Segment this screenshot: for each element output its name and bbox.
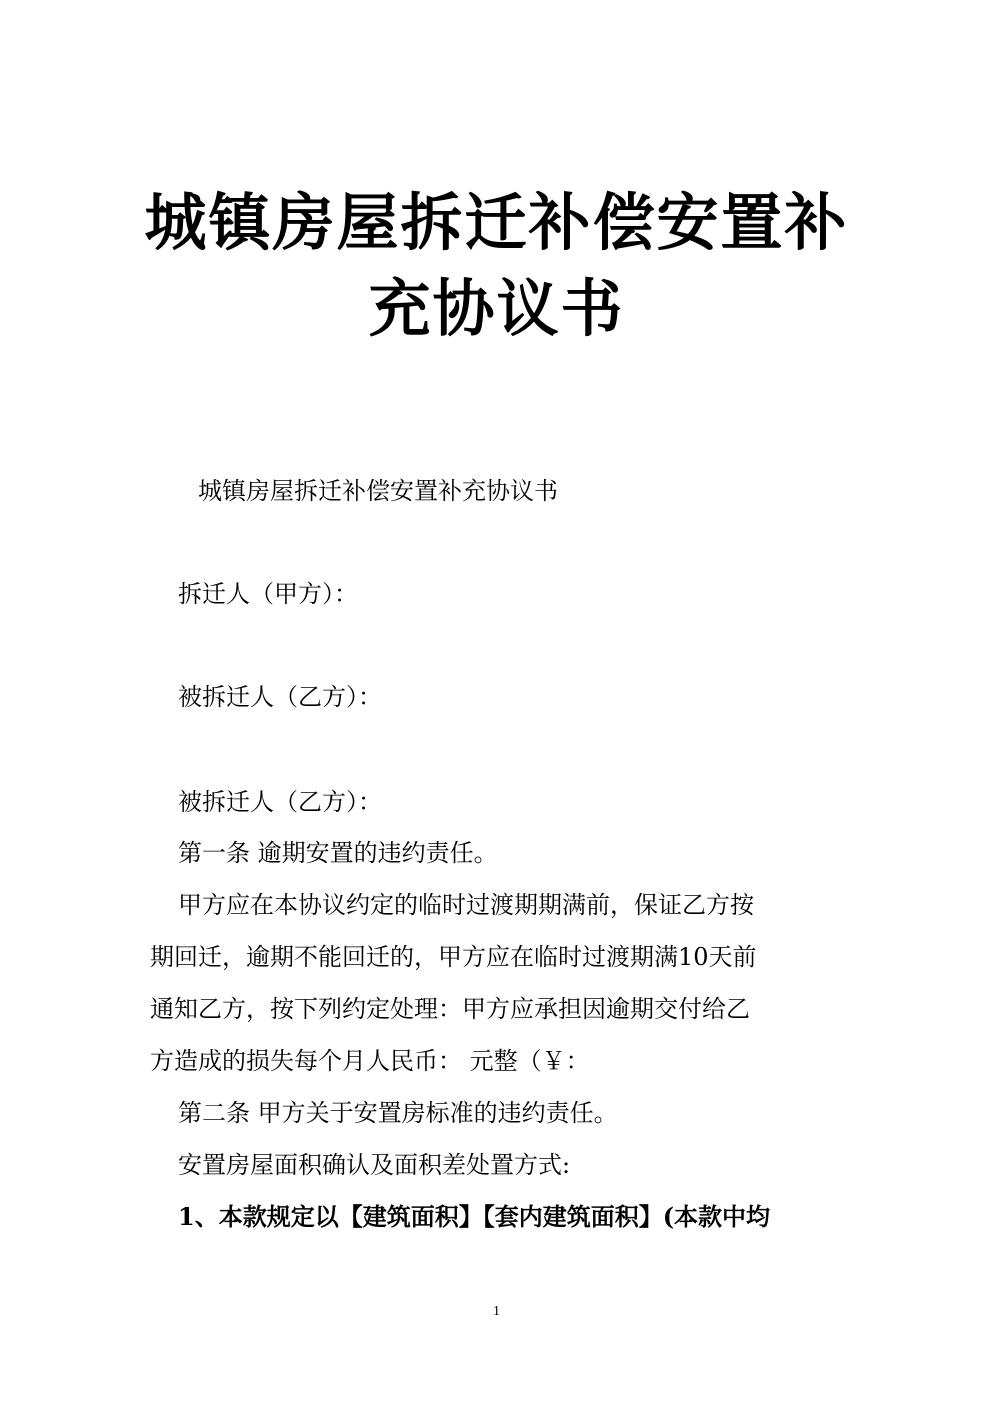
clause-1: 1、本款规定以【建筑面积】【套内建筑面积】(本款中均 [178, 1202, 771, 1231]
article-1-line: 甲方应在本协议约定的临时过渡期期满前，保证乙方按 [178, 891, 754, 919]
article-1-line: 方造成的损失每个月人民币： 元整（￥： [150, 1047, 590, 1075]
article-1-line: 期回迁，逾期不能回迁的，甲方应在临时过渡期满10天前 [150, 943, 757, 971]
area-heading: 安置房屋面积确认及面积差处置方式: [178, 1151, 571, 1179]
title-line-2: 充协议书 [368, 272, 625, 345]
title-line-1: 城镇房屋拆迁补偿安置补 [144, 186, 849, 259]
party-a-label: 拆迁人（甲方）： [178, 580, 358, 608]
article-2-heading: 第二条 甲方关于安置房标准的违约责任。 [178, 1099, 618, 1127]
document-title [140, 180, 853, 352]
page-number: 1 [493, 1304, 500, 1319]
article-1-heading: 第一条 逾期安置的违约责任。 [178, 839, 498, 867]
party-b-label-repeat: 被拆迁人（乙方）： [178, 788, 382, 816]
document-subtitle: 城镇房屋拆迁补偿安置补充协议书 [198, 477, 558, 505]
party-b-label: 被拆迁人（乙方）： [178, 683, 382, 711]
article-1-line: 通知乙方，按下列约定处理：甲方应承担因逾期交付给乙 [150, 995, 750, 1023]
